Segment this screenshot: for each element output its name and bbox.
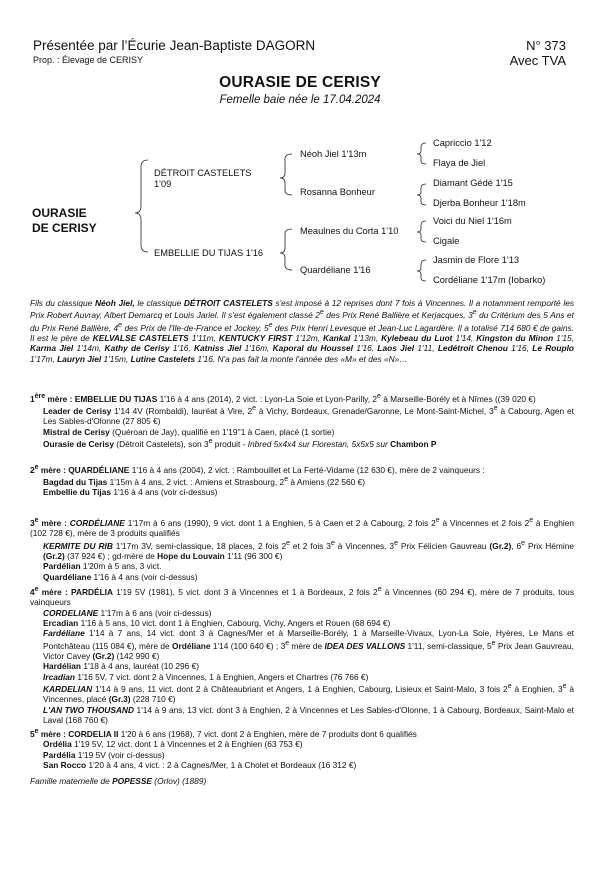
bracket-g2 <box>417 184 426 205</box>
list-item: Hardélian 1'18 à 4 ans, lauréat (10 296 €) <box>43 661 200 672</box>
list-item: Fardéliane 1'14 à 7 ans, 14 vict. dont 3 à Cagnes/Mer et à Marseille-Borély, 1 à Marseille-Vivaux, Lyon-La Soie, Hyères, Le Mans et Pontchâteau (115 084 €), mère de Ordéliane 1'14 (100 640 €) ; 3e mère de IDEA DES VALLONS 1'11, semi-classique, 5e Prix Jean Gauvreau, Victor Cavey (Gr.2) (142 990 €) <box>43 628 574 661</box>
breeder: Prop. : Élevage de CERISY <box>33 55 144 65</box>
list-item: CORDELIANE 1'17m à 6 ans (voir ci-dessus) <box>43 607 212 618</box>
bracket-g1 <box>417 143 426 164</box>
bracket-g4 <box>417 260 426 281</box>
mere-3-header: 3e mère : CORDÉLIANE 1'17m à 6 ans (1990), 9 vict. dont 1 à Enghien, 5 à Caen et 2 à Cabourg, 2 fois 2e à Vincennes et 2 fois 2e à Enghien (102 728 €), mère de 3 produits qualifiés <box>30 517 574 539</box>
list-item: KERMITE DU RIB 1'17m 3V, semi-classique, 18 places, 2 fois 2e et 2 fois 3e à Vincennes, 3e Prix Félicien Gauvreau (Gr.2), 6e Prix Hémine (Gr.2) (37 924 €) ; gd-mère de Hope du Louvain 1'11 (96 300 €) <box>43 539 575 561</box>
list-item: Ourasie de Cerisy (Détroit Castelets), son 3e produit - Inbred 5x4x4 sur Florestan, 5x5x5 sur Chambon P <box>43 438 437 449</box>
tva-label: Avec TVA <box>509 53 566 68</box>
pedigree-gg4: Djerba Bonheur 1'18m <box>433 198 526 208</box>
mere-4-header: 4e mère : PARDÉLIA 1'19 5V (1981), 5 vict. dont 3 à Vincennes et 1 à Bordeaux, 2 fois 2e à Vincennes (60 294 €), mère de 7 produits, tous vainqueurs <box>30 586 574 608</box>
pedigree-horse-line1: OURASIE <box>32 206 87 220</box>
bracket-sire <box>280 154 292 195</box>
mere-2-header: 2e mère : QUARDÉLIANE 1'16 à 4 ans (2004), 2 vict. : Rambouillet et La Ferté-Vidame (12 630 €), mère de 2 vainqueurs : <box>30 464 485 475</box>
list-item: Embellie du Tijas 1'16 à 4 ans (voir ci-dessus) <box>43 487 218 498</box>
famille-maternelle: Famille maternelle de POPESSE (Orlov) (1889) <box>30 776 207 786</box>
pedigree-sire-dam: Rosanna Bonheur <box>300 187 375 197</box>
bracket-main <box>135 160 148 252</box>
pedigree-dam-sire: Meaulnes du Corta 1'10 <box>300 226 399 236</box>
mere-1-header: 1ère mère : EMBELLIE DU TIJAS 1'16 à 4 ans (2014), 2 vict. : Lyon-La Soie et Lyon-Parilly, 2e à Marseille-Borély et à Nîmes ((39 020 €) <box>30 393 536 404</box>
mere-4-section <box>30 585 574 726</box>
list-item: Mistral de Cerisy (Quéroan de Jay), qualifié en 1'19''1 à Caen, placé (1 sortie) <box>43 426 335 437</box>
sire-name: DÉTROIT CASTELETS <box>154 168 252 178</box>
list-item: Quardéliane 1'16 à 4 ans (voir ci-dessus) <box>43 571 198 582</box>
list-item: Ordélia 1'19 5V, 12 vict. dont 1 à Vincennes et 2 à Enghien (63 753 €) <box>43 739 303 750</box>
list-item: Pardélia 1'19 5V (voir ci-dessus) <box>43 749 165 760</box>
list-item: KARDELIAN 1'14 à 9 ans, 11 vict. dont 2 à Châteaubriant et Angers, 1 à Enghien, Cabourg, Lisieux et Saint-Malo, 3 fois 2e à Enghien, 3e à Vincennes, placé (Gr.3) (228 710 €) <box>43 683 574 705</box>
list-item: San Rocco 1'20 à 4 ans, 4 vict. : 2 à Cagnes/Mer, 1 à Cholet et Bordeaux (16 312 €) <box>43 760 357 770</box>
horse-title: OURASIE DE CERISY <box>219 74 381 91</box>
pedigree-dam-dam: Quardéliane 1'16 <box>300 265 371 275</box>
mere-5-header: 5e mère : CORDELIA II 1'20 à 6 ans (1968), 7 vict. dont 2 à Enghien, mère de 7 produits dont 6 qualifiés <box>30 728 417 739</box>
pedigree-gg1: Capriccio 1'12 <box>433 138 492 148</box>
pedigree-horse-line2: DE CERISY <box>32 221 97 235</box>
list-item: Pardélian 1'20m à 5 ans, 3 vict. <box>43 561 162 572</box>
pedigree-sire-sire: Néoh Jiel 1'13m <box>300 149 367 159</box>
pedigree-gg3: Diamant Gédé 1'15 <box>433 178 513 188</box>
list-item: Bagdad du Tijas 1'15m à 4 ans, 2 vict. : Amiens et Strasbourg, 2e à Amiens (22 560 €) <box>43 476 366 487</box>
sire-description: Fils du classique Néoh Jiel, le classique DÉTROIT CASTELETS s'est imposé à 12 reprises dont 7 fois à Vincennes. Il a notamment remporté les Prix Robert Auvray, Albert Demarcq et Louis Jariel. Il s'est également classé 2e des Prix René Ballière et Kerjacques, 3e du Critérium des 5 Ans et du Prix René Ballière, 4e des Prix de l'Ile-de-France et Jockey, 5e des Prix Henri Levesque et Jean-Luc Lagardère. Il a totalisé 714 680 € de gains. Il est le père de KELVALSE CASTELETS 1'11m, KENTUCKY FIRST 1'12m, Kankal 1'13m, Kylebeau du Luot 1'14, Kingston du Minon 1'15, Karma Jiel 1'14m, Kathy de Cerisy 1'16, Katniss Jiel 1'16m, Kaporal du Houssel 1'16, Laos Jiel 1'11, Ledétroit Chenou 1'16, Le Rouplo 1'17m, Lauryn Jiel 1'15m, Lutine Castelets 1'16. N'a pas fait la monte l'année des «M» et des «N»… <box>30 298 575 364</box>
horse-description: Femelle baie née le 17.04.2024 <box>219 94 381 106</box>
pedigree-gg8: Cordéliane 1'17m (Iobarko) <box>433 275 546 285</box>
list-item: Ercadian 1'16 à 5 ans, 10 vict. dont 1 à Enghien, Cabourg, Vichy, Angers et Rouen (68 694 €) <box>43 618 391 628</box>
list-item: Ircadian 1'16 5V, 7 vict. dont 2 à Vincennes, 1 à Enghien, Angers et Chartres (76 766 €) <box>43 671 369 682</box>
pedigree-gg7: Jasmin de Flore 1'13 <box>433 255 520 265</box>
pedigree-dam: EMBELLIE DU TIJAS 1'16 <box>154 248 264 258</box>
sire-time: 1'09 <box>154 179 172 189</box>
list-item: Leader de Cerisy 1'14 4V (Rombaldi), lauréat à Vire, 2e à Vichy, Bordeaux, Grenade/Garonne, Le Mont-Saint-Michel, 3e à Cabourg, Agen et Les Sables-d'Olonne (27 805 €) <box>43 405 575 427</box>
bracket-g3 <box>417 221 426 242</box>
pedigree-horse-name <box>32 206 97 236</box>
pedigree-gg6: Cigale <box>433 236 460 246</box>
bracket-dam <box>280 229 292 270</box>
mere-3-section <box>30 516 574 582</box>
list-item: L'AN TWO THOUSAND 1'14 à 9 ans, 13 vict. dont 3 à Enghien, 2 à Vincennes et Les Sables-d'Olonne, 1 à Cabourg, Bordeaux, Saint-Malo et Laval (168 760 €) <box>43 704 574 726</box>
presenter: Présentée par l’Écurie Jean-Baptiste DAGORN <box>33 38 316 53</box>
pedigree-gg2: Flaya de Jiel <box>433 158 486 168</box>
mere-5-section <box>30 727 574 770</box>
pedigree-sire <box>154 168 251 190</box>
mere-2-section <box>30 463 574 498</box>
lot-number: N° 373 <box>526 38 566 53</box>
mere-1-section <box>30 392 574 449</box>
pedigree-gg5: Voici du Niel 1'16m <box>433 216 512 226</box>
